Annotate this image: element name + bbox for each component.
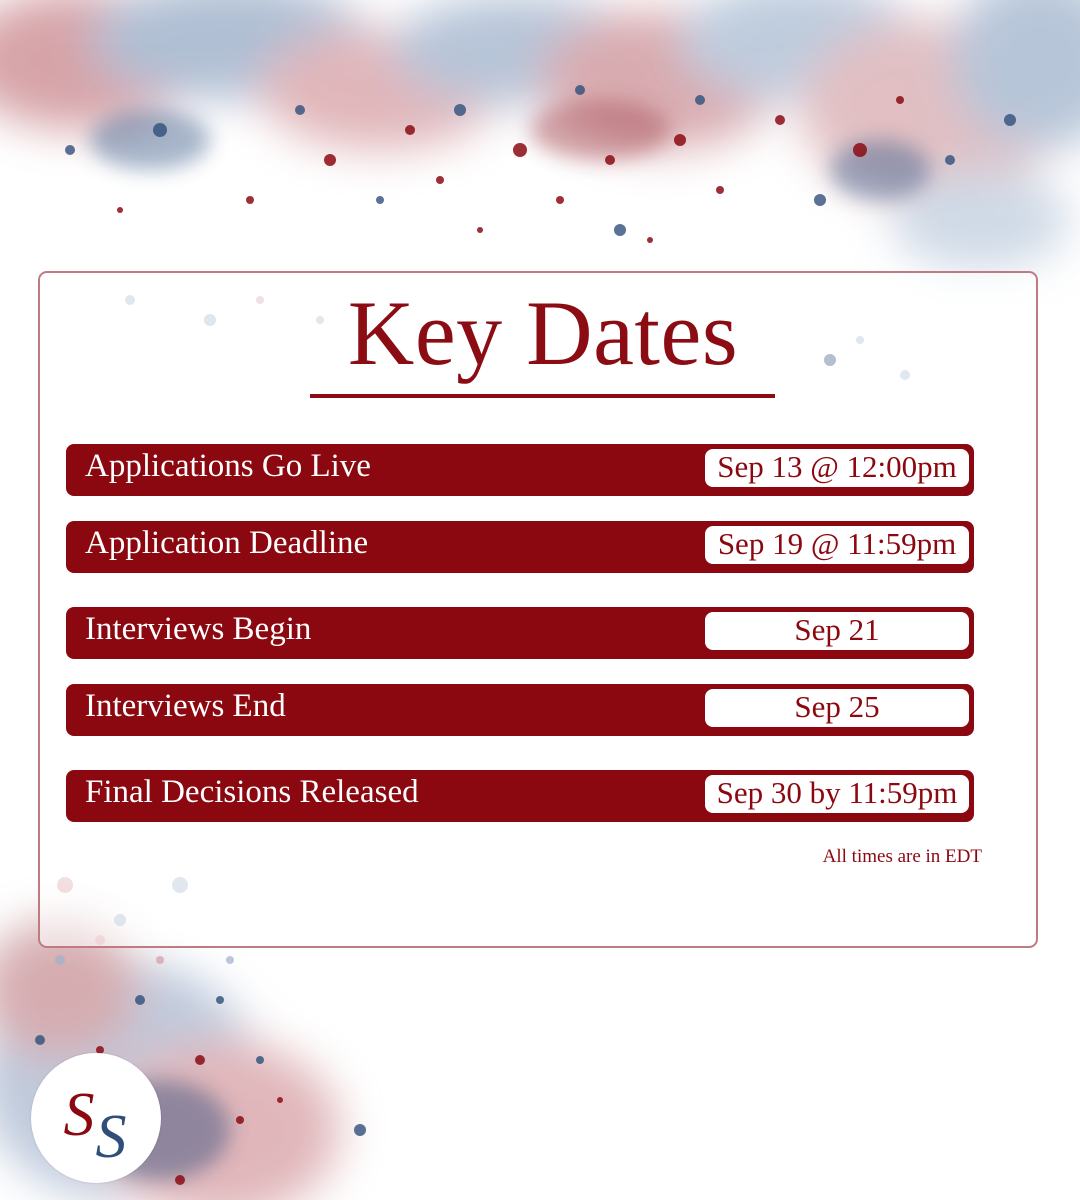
svg-text:S: S — [95, 1103, 127, 1171]
ss-monogram-icon — [31, 1053, 161, 1183]
row-date: Sep 19 @ 11:59pm — [705, 526, 969, 564]
row-date: Sep 21 — [705, 612, 969, 650]
row-label: Interviews End — [85, 688, 286, 724]
row-date: Sep 30 by 11:59pm — [705, 775, 969, 813]
date-row-application-deadline — [66, 521, 974, 573]
row-date: Sep 13 @ 12:00pm — [705, 449, 969, 487]
date-row-interviews-begin — [66, 607, 974, 659]
logo — [31, 1053, 161, 1183]
date-row-applications-live — [66, 444, 974, 496]
title-underline — [310, 394, 775, 398]
row-label: Application Deadline — [85, 525, 369, 561]
svg-text:S: S — [63, 1081, 95, 1149]
row-label: Final Decisions Released — [85, 774, 419, 810]
page-title: Key Dates — [347, 282, 739, 384]
row-label: Applications Go Live — [85, 448, 371, 484]
date-row-interviews-end — [66, 684, 974, 736]
row-label: Interviews Begin — [85, 611, 312, 647]
date-row-final-decisions — [66, 770, 974, 822]
row-date: Sep 25 — [705, 689, 969, 727]
timezone-note: All times are in EDT — [822, 846, 982, 867]
